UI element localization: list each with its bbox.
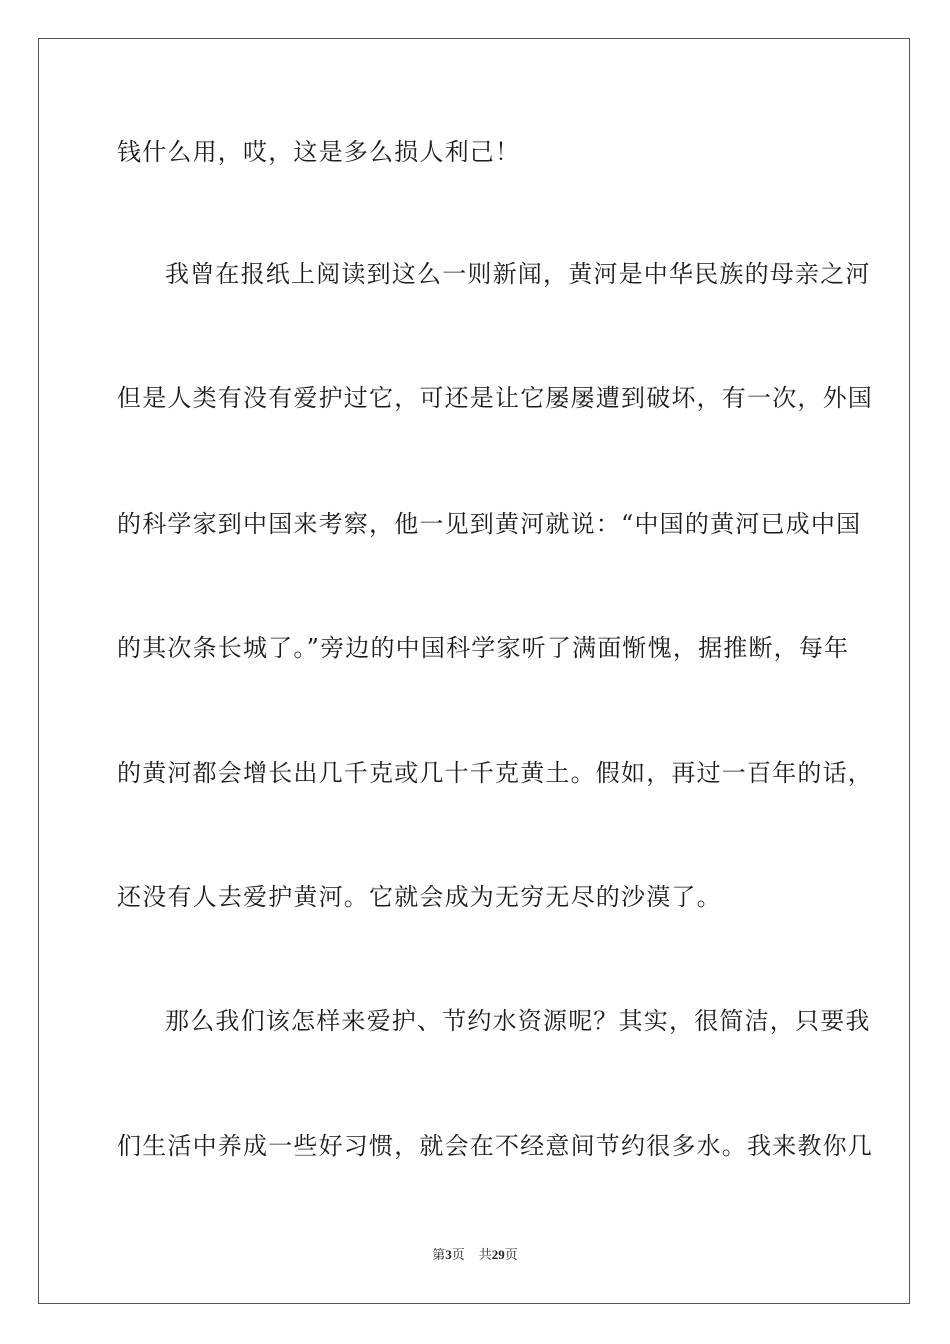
paragraph-start-line: 我曾在报纸上阅读到这么一则新闻，黄河是中华民族的母亲之河 bbox=[165, 260, 871, 288]
text-line: 的黄河都会增长出几千克或几十千克黄土。假如，再过一百年的话， bbox=[117, 759, 873, 787]
page-footer bbox=[0, 1246, 950, 1265]
text-line: 的科学家到中国来考察，他一见到黄河就说：“中国的黄河已成中国 bbox=[117, 510, 862, 538]
text-line: 的其次条长城了。”旁边的中国科学家听了满面惭愧，据推断，每年 bbox=[117, 634, 850, 662]
text-line: 但是人类有没有爱护过它，可还是让它屡屡遭到破坏，有一次，外国 bbox=[117, 384, 873, 412]
total-prefix: 共 bbox=[478, 1248, 492, 1263]
text-line: 钱什么用，哎，这是多么损人利己！ bbox=[117, 138, 521, 166]
page-border bbox=[38, 38, 910, 1304]
text-line: 们生活中养成一些好习惯，就会在不经意间节约很多水。我来教你几 bbox=[117, 1132, 873, 1160]
total-page-count: 29 bbox=[491, 1247, 505, 1262]
paragraph-start-line: 那么我们该怎样来爱护、节约水资源呢？其实，很简洁，只要我 bbox=[165, 1007, 871, 1035]
page-prefix: 第 bbox=[432, 1248, 446, 1263]
total-suffix: 页 bbox=[504, 1248, 518, 1263]
current-page-number: 3 bbox=[445, 1247, 452, 1262]
page-suffix: 页 bbox=[451, 1248, 465, 1263]
text-line: 还没有人去爱护黄河。它就会成为无穷无尽的沙漠了。 bbox=[117, 883, 722, 911]
